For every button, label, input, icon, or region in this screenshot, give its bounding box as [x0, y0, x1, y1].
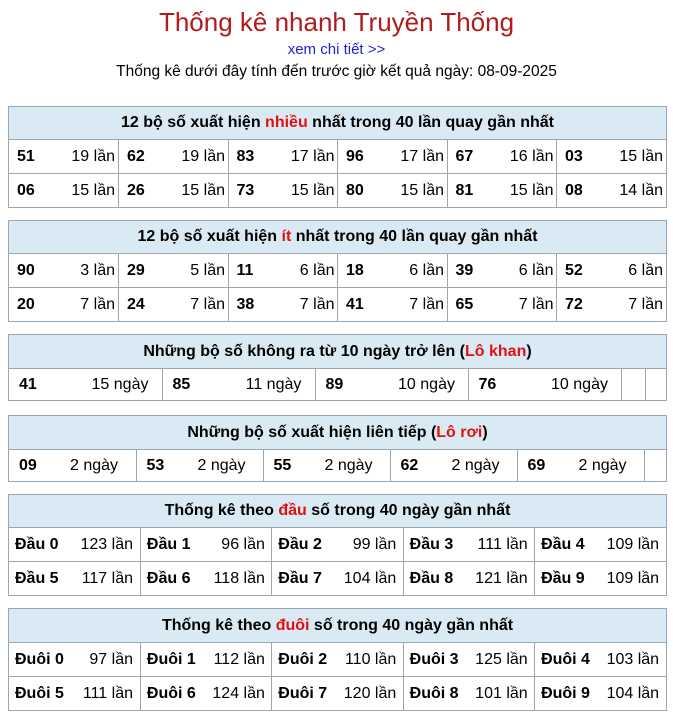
count-value: 15 lần: [290, 181, 335, 199]
number-label: Đầu 0: [15, 535, 59, 553]
number-cell: [447, 288, 557, 322]
number-label: Đầu 8: [409, 569, 454, 587]
number-cell: [338, 288, 448, 322]
number-cell: [9, 528, 140, 562]
count-value: 117 lần: [81, 569, 133, 587]
section-title: [9, 416, 666, 450]
count-value: 97 lần: [89, 650, 133, 668]
title-text: số trong 40 ngày gần nhất: [306, 502, 511, 519]
number-cell: [228, 288, 338, 322]
page-header: [0, 6, 673, 83]
number-label: 80: [346, 181, 364, 199]
count-value: 111 lần: [82, 684, 133, 702]
number-cell: [403, 643, 534, 677]
count-value: 101 lần: [475, 684, 528, 702]
number-cell: [140, 677, 271, 711]
number-cell: [9, 254, 119, 288]
count-value: 15 lần: [71, 181, 115, 199]
number-cell: [272, 643, 403, 677]
number-label: 41: [19, 375, 37, 393]
duoi-section: [8, 608, 667, 711]
view-details-link[interactable]: xem chi tiết >>: [287, 41, 386, 58]
number-label: 11: [236, 261, 254, 279]
number-cell: [9, 643, 140, 677]
number-label: 90: [17, 261, 35, 279]
number-label: 51: [17, 147, 35, 165]
number-cell: [228, 140, 338, 174]
number-label: Đuôi 4: [541, 650, 590, 668]
count-value: 7 lần: [628, 295, 663, 313]
count-value: 125 lần: [475, 650, 528, 668]
least-frequent-section: [8, 220, 667, 322]
lo-roi-table: [9, 450, 666, 481]
number-label: Đầu 4: [541, 535, 585, 553]
number-cell: [272, 677, 403, 711]
count-value: 11 ngày: [245, 375, 302, 393]
number-label: Đuôi 8: [409, 684, 459, 702]
number-label: Đuôi 5: [15, 684, 64, 702]
count-value: 15 ngày: [91, 375, 149, 393]
highlight-text: đầu: [278, 502, 307, 519]
number-label: 20: [17, 295, 35, 313]
count-value: 2 ngày: [451, 456, 500, 474]
number-label: Đuôi 6: [146, 684, 196, 702]
count-value: 112 lần: [213, 650, 265, 668]
lo-roi-section: [8, 415, 667, 482]
most-frequent-table: [9, 140, 666, 207]
dau-table: [9, 528, 666, 595]
number-label: 72: [565, 295, 583, 313]
count-value: 120 lần: [343, 684, 397, 702]
count-value: 3 lần: [80, 261, 115, 279]
number-cell: [9, 562, 140, 596]
number-label: 38: [236, 295, 255, 313]
count-value: 111 lần: [477, 535, 528, 553]
number-label: Đuôi 3: [409, 650, 459, 668]
table-row: [9, 528, 666, 562]
number-label: 62: [127, 147, 145, 165]
number-label: 53: [146, 456, 165, 474]
number-cell: [557, 174, 667, 208]
number-label: 65: [455, 295, 474, 313]
title-text: nhất trong 40 lần quay gần nhất: [307, 114, 554, 131]
number-cell: [338, 174, 448, 208]
number-label: Đuôi 7: [278, 684, 328, 702]
count-value: 16 lần: [509, 147, 554, 165]
count-value: 6 lần: [409, 261, 444, 279]
number-cell: [119, 254, 229, 288]
count-value: 99 lần: [352, 535, 397, 553]
number-label: Đuôi 0: [15, 650, 64, 668]
number-cell: [162, 369, 315, 400]
count-value: 10 ngày: [398, 375, 455, 393]
number-cell: [403, 562, 534, 596]
number-label: 41: [346, 295, 364, 313]
count-value: 7 lần: [518, 295, 554, 313]
number-cell: [447, 174, 557, 208]
number-label: 18: [346, 261, 364, 279]
number-cell: [9, 369, 162, 400]
title-text: Những bộ số xuất hiện liên tiếp (: [187, 424, 437, 441]
highlight-text: nhiều: [265, 114, 308, 131]
count-value: 118 lần: [213, 569, 265, 587]
number-label: Đuôi 2: [278, 650, 328, 668]
number-cell: [315, 369, 468, 400]
title-text: 12 bộ số xuất hiện: [121, 114, 266, 131]
count-value: 110 lần: [344, 650, 397, 668]
table-row: [9, 450, 666, 481]
number-cell: [228, 174, 338, 208]
number-label: Đầu 2: [278, 535, 322, 553]
number-cell: [403, 677, 534, 711]
number-cell: [9, 677, 140, 711]
number-cell: [9, 140, 119, 174]
number-label: 52: [565, 261, 583, 279]
page-title: Thống kê nhanh Truyền Thống: [158, 7, 515, 37]
number-cell: [9, 174, 119, 208]
number-cell: [468, 369, 621, 400]
number-label: Đầu 9: [541, 569, 585, 587]
empty-cell: [621, 369, 645, 400]
highlight-text: ít: [281, 228, 292, 245]
count-value: 19 lần: [71, 147, 115, 165]
count-value: 10 ngày: [551, 375, 608, 393]
highlight-text: đuôi: [275, 617, 310, 634]
number-label: 73: [236, 181, 255, 199]
count-value: 2 ngày: [578, 456, 627, 474]
number-cell: [390, 450, 517, 481]
count-value: 123 lần: [80, 535, 133, 553]
count-value: 2 ngày: [324, 456, 373, 474]
count-value: 124 lần: [212, 684, 265, 702]
title-text: ): [526, 343, 532, 360]
count-value: 7 lần: [409, 295, 444, 313]
section-title: [9, 107, 666, 140]
title-text: ): [482, 424, 488, 441]
number-cell: [263, 450, 390, 481]
number-label: Đầu 5: [15, 569, 59, 587]
number-cell: [447, 254, 557, 288]
number-label: 83: [236, 147, 255, 165]
number-cell: [338, 140, 448, 174]
number-label: 67: [455, 147, 474, 165]
number-label: Đuôi 1: [146, 650, 196, 668]
title-text: Thống kê theo: [164, 502, 279, 519]
number-label: 76: [478, 375, 497, 393]
count-value: 104 lần: [606, 684, 660, 702]
number-cell: [9, 450, 136, 481]
count-value: 103 lần: [606, 650, 660, 668]
most-frequent-section: [8, 106, 667, 208]
number-label: 29: [127, 261, 145, 279]
number-label: 55: [273, 456, 292, 474]
title-text: 12 bộ số xuất hiện: [137, 228, 282, 245]
number-label: 03: [565, 147, 583, 165]
number-cell: [9, 288, 119, 322]
number-label: 06: [17, 181, 35, 199]
number-cell: [228, 254, 338, 288]
table-row: [9, 677, 666, 711]
number-cell: [119, 140, 229, 174]
number-cell: [447, 140, 557, 174]
count-value: 15 lần: [619, 147, 663, 165]
section-title: [9, 221, 666, 254]
dau-section: [8, 494, 667, 596]
table-row: [9, 140, 666, 174]
number-label: 24: [127, 295, 145, 313]
number-label: Đầu 6: [146, 569, 191, 587]
count-value: 7 lần: [80, 295, 115, 313]
count-value: 7 lần: [190, 295, 225, 313]
count-value: 15 lần: [400, 181, 444, 199]
number-cell: [557, 140, 667, 174]
count-value: 15 lần: [509, 181, 554, 199]
highlight-text: Lô khan: [465, 343, 527, 360]
number-label: 85: [172, 375, 191, 393]
number-label: 89: [325, 375, 344, 393]
count-value: 6 lần: [299, 261, 335, 279]
number-cell: [557, 288, 667, 322]
number-cell: [535, 643, 666, 677]
duoi-table: [9, 643, 666, 710]
count-value: 2 ngày: [197, 456, 246, 474]
number-cell: [140, 562, 271, 596]
number-cell: [140, 643, 271, 677]
title-text: Thống kê theo: [161, 617, 276, 634]
number-cell: [119, 174, 229, 208]
number-label: Đầu 7: [278, 569, 322, 587]
number-label: 08: [565, 181, 583, 199]
number-label: 81: [455, 181, 474, 199]
highlight-text: Lô rơi: [436, 424, 483, 441]
count-value: 96 lần: [221, 535, 265, 553]
count-value: 19 lần: [181, 147, 225, 165]
number-cell: [272, 562, 403, 596]
number-label: Đuôi 9: [541, 684, 590, 702]
number-cell: [403, 528, 534, 562]
section-title: [9, 495, 666, 528]
table-row: [9, 174, 666, 208]
count-value: 109 lần: [606, 569, 660, 587]
count-value: 104 lần: [343, 569, 397, 587]
page-subtitle: Thống kê dưới đây tính đến trước giờ kết quả ngày: 08-09-2025: [116, 63, 557, 80]
section-title: [9, 335, 666, 369]
table-row: [9, 288, 666, 322]
count-value: 7 lần: [299, 295, 335, 313]
number-cell: [535, 677, 666, 711]
least-frequent-table: [9, 254, 666, 321]
number-cell: [119, 288, 229, 322]
number-label: 09: [19, 456, 37, 474]
count-value: 14 lần: [619, 181, 663, 199]
table-row: [9, 643, 666, 677]
empty-cell: [644, 450, 666, 481]
section-title: [9, 609, 666, 643]
count-value: 2 ngày: [69, 456, 119, 474]
table-row: [9, 254, 666, 288]
number-label: 39: [455, 261, 474, 279]
empty-cell: [645, 369, 666, 400]
number-label: 26: [127, 181, 145, 199]
number-cell: [136, 450, 263, 481]
number-cell: [272, 528, 403, 562]
count-value: 17 lần: [290, 147, 335, 165]
count-value: 17 lần: [400, 147, 444, 165]
title-text: nhất trong 40 lần quay gần nhất: [291, 228, 538, 245]
number-label: Đầu 1: [146, 535, 191, 553]
count-value: 6 lần: [518, 261, 554, 279]
number-cell: [140, 528, 271, 562]
number-label: Đầu 3: [409, 535, 454, 553]
number-cell: [535, 562, 666, 596]
number-cell: [338, 254, 448, 288]
lo-khan-table: [9, 369, 666, 400]
table-row: [9, 562, 666, 596]
number-cell: [535, 528, 666, 562]
title-text: số trong 40 ngày gần nhất: [309, 617, 514, 634]
count-value: 15 lần: [181, 181, 225, 199]
title-text: Những bộ số không ra từ 10 ngày trở lên (: [143, 343, 465, 360]
count-value: 109 lần: [606, 535, 660, 553]
count-value: 121 lần: [475, 569, 528, 587]
number-label: 69: [527, 456, 546, 474]
count-value: 5 lần: [190, 261, 225, 279]
count-value: 6 lần: [628, 261, 663, 279]
lo-khan-section: [8, 334, 667, 401]
number-cell: [517, 450, 644, 481]
number-label: 96: [346, 147, 364, 165]
number-cell: [557, 254, 667, 288]
number-label: 62: [400, 456, 419, 474]
table-row: [9, 369, 666, 400]
